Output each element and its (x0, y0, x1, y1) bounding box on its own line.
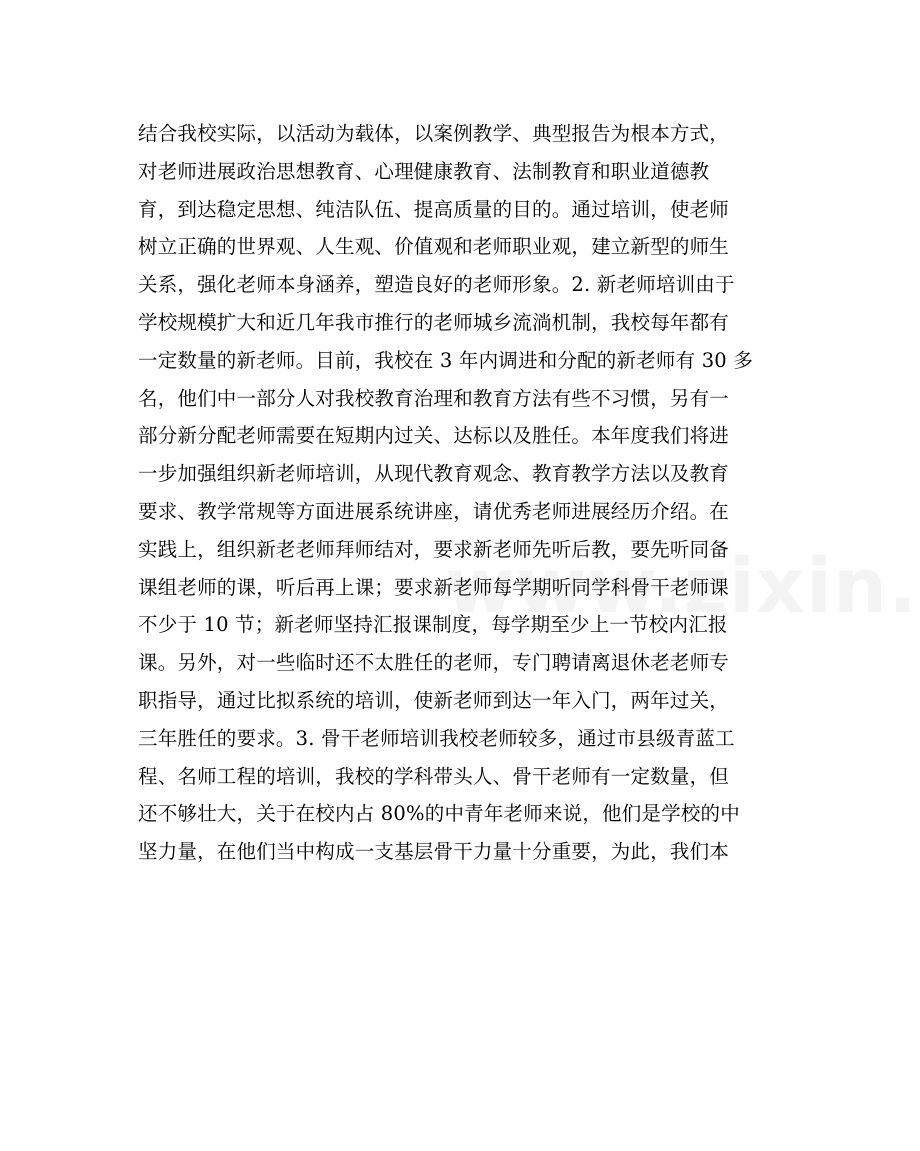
text-line: 要求、教学常规等方面进展系统讲座，请优秀老师进展经历介绍。在 (138, 499, 730, 523)
text-line: 还不够壮大，关于在校内占 80%的中青年老师来说，他们是学校的中 (138, 802, 740, 826)
text-line: 部分新分配老师需要在短期内过关、达标以及胜任。本年度我们将进 (138, 424, 730, 448)
text-line: 对老师进展政治思想教育、心理健康教育、法制教育和职业道德教 (138, 159, 710, 183)
body-text (138, 115, 798, 871)
text-line: 育，到达稳定思想、纯洁队伍、提高质量的目的。通过培训，使老师 (138, 197, 730, 221)
text-line: 一定数量的新老师。目前，我校在 3 年内调进和分配的新老师有 30 多 (138, 348, 754, 372)
text-line: 学校规模扩大和近几年我市推行的老师城乡流淌机制，我校每年都有 (138, 310, 730, 334)
text-line: 一步加强组织新老师培训，从现代教育观念、教育教学方法以及教育 (138, 462, 730, 486)
text-line: 树立正确的世界观、人生观、价值观和老师职业观，建立新型的师生 (138, 235, 730, 259)
text-line: 程、名师工程的培训，我校的学科带头人、骨干老师有一定数量，但 (138, 764, 730, 788)
text-line: 结合我校实际，以活动为载体，以案例教学、典型报告为根本方式， (138, 122, 730, 145)
text-line: 课。另外，对一些临时还不太胜任的老师，专门聘请离退休老老师专 (138, 651, 730, 675)
text-line: 职指导，通过比拟系统的培训，使新老师到达一年入门，两年过关， (138, 688, 730, 712)
text-line: 三年胜任的要求。3. 骨干老师培训我校老师较多，通过市县级青蓝工 (138, 726, 735, 750)
text-line: 不少于 10 节；新老师坚持汇报课制度，每学期至少上一节校内汇报 (138, 613, 728, 637)
text-line: 关系，强化老师本身涵养，塑造良好的老师形象。2. 新老师培训由于 (138, 273, 735, 297)
text-line: 坚力量，在他们当中构成一支基层骨干力量十分重要，为此，我们本 (138, 840, 730, 864)
text-line: 实践上，组织新老老师拜师结对，要求新老师先听后教，要先听同备 (138, 537, 730, 561)
text-line: 名，他们中一部分人对我校教育治理和教育方法有些不习惯，另有一 (138, 386, 730, 410)
text-line: 课组老师的课，听后再上课；要求新老师每学期听同学科骨干老师课 (138, 575, 730, 599)
